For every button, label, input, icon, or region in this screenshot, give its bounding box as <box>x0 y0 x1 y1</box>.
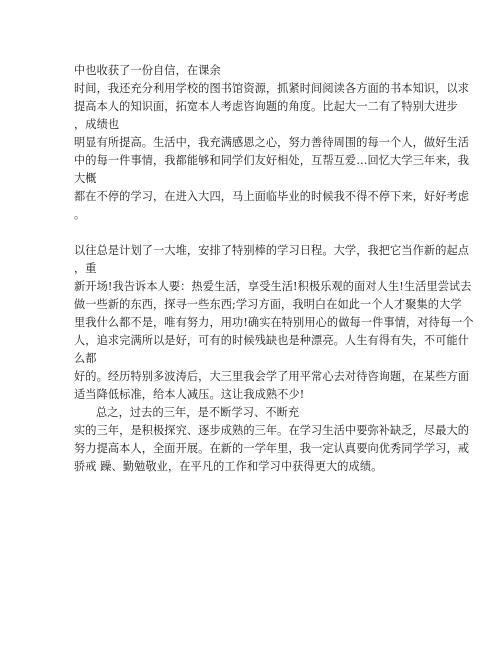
text-line: 好的。经历特别多波涛后，大三里我会学了用平常心去对待咨询题，在某些方面 <box>74 370 470 383</box>
text-line: 中也收获了一份自信，在课余 <box>74 64 221 77</box>
text-line: 适当降低标准，给本人减压。这让我成熟不少! <box>74 388 305 401</box>
text-line: 提高本人的知识面，拓宽本人考虑咨询题的角度。比起大一二有了特别大进步 <box>74 100 458 113</box>
text-line: 做一些新的东西，探寻一些东西;学习方面，我明白在如此一个人才聚集的大学 <box>74 298 462 311</box>
text-line: 么都 <box>74 352 97 365</box>
text-line: 努力提高本人，全面开展。在新的一学年里，我一定认真要向优秀同学学习，戒 <box>74 442 470 455</box>
text-line: 骄戒 躁、勤勉敬业，在平凡的工作和学习中获得更大的成绩。 <box>74 460 383 473</box>
text-line: 。 <box>74 208 86 221</box>
text-line: 人，追求完满所以是好，可有的时候残缺也是种漂亮。人生有得有失，不可能什 <box>74 334 470 347</box>
text-line: 总之，过去的三年，是不断学习、不断充 <box>96 406 300 419</box>
text-line: 大概 <box>74 172 97 185</box>
text-line: 明显有所提高。生活中，我充满感恩之心，努力善待周围的每一个人，做好生活 <box>74 136 470 149</box>
text-line: 里我什么都不是，唯有努力，用功!确实在特别用心的做每一件事情，对待每一个 <box>74 316 474 329</box>
text-line: 时间，我还充分利用学校的图书馆资源，抓紧时间阅读各方面的书本知识，以求 <box>74 82 470 95</box>
text-line: 实的三年，是积极探究、逐步成熟的三年。在学习生活中要弥补缺乏，尽最大的 <box>74 424 470 437</box>
text-line: ，重 <box>74 262 97 275</box>
text-line: 以往总是计划了一大堆，安排了特别棒的学习日程。大学，我把它当作新的起点 <box>74 244 470 257</box>
text-line: 中的每一件事情，我都能够和同学们友好相处，互帮互爱…回忆大学三年来，我 <box>74 154 470 167</box>
text-line: ，成绩也 <box>74 118 120 131</box>
text-line: 都在不停的学习，在进入大四，马上面临毕业的时候我不得不停下来，好好考虑 <box>74 190 470 203</box>
text-line: 新开场!我告诉本人要：热爱生活，享受生活!积极乐观的面对人生!生活里尝试去 <box>74 280 472 293</box>
